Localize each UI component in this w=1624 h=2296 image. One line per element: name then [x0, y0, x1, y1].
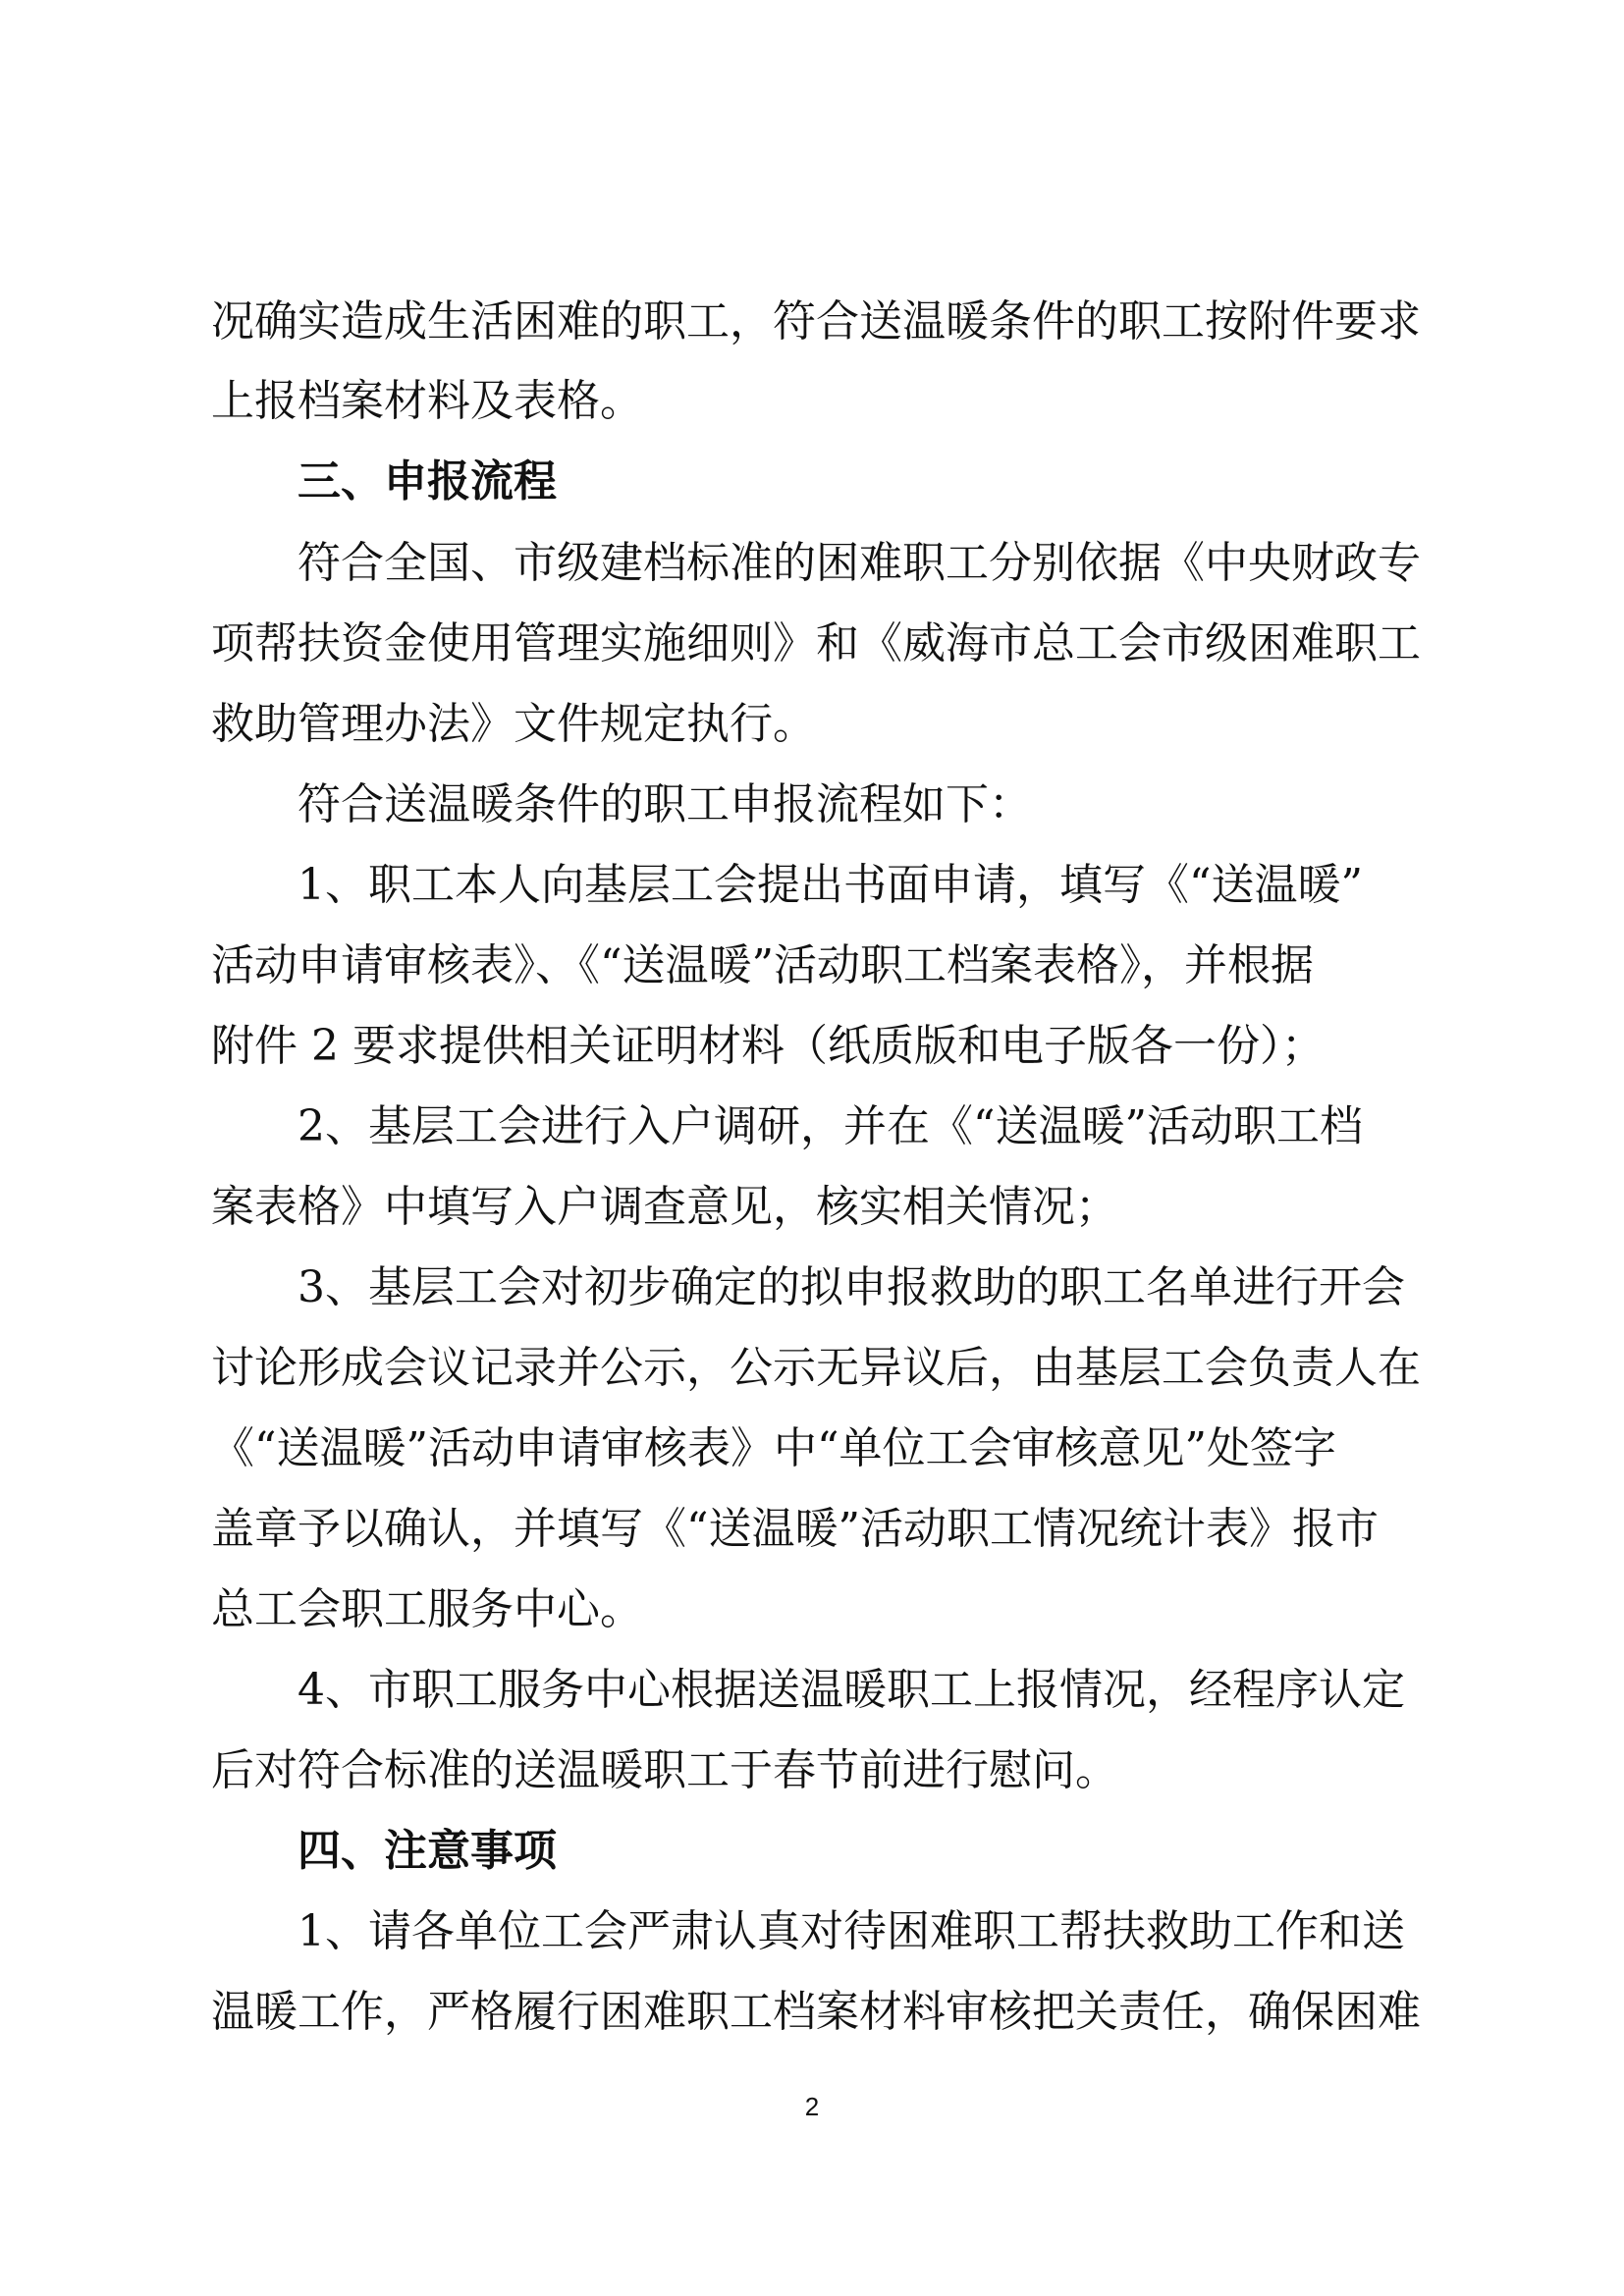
- text-line: 盖章予以确认，并填写《“送温暖”活动职工情况统计表》报市: [211, 1504, 1379, 1554]
- text-line: 4、市职工服务中心根据送温暖职工上报情况，经程序认定: [298, 1665, 1405, 1715]
- text-line: 3、基层工会对初步确定的拟申报救助的职工名单进行开会: [298, 1262, 1405, 1312]
- text-line: 讨论形成会议记录并公示，公示无异议后，由基层工会负责人在: [211, 1343, 1421, 1393]
- text-line: 上报档案材料及表格。: [211, 376, 643, 426]
- text-line: 1、职工本人向基层工会提出书面申请，填写《“送温暖”: [298, 860, 1363, 910]
- text-line: 救助管理办法》文件规定执行。: [211, 699, 816, 749]
- text-line: 附件 2 要求提供相关证明材料（纸质版和电子版各一份）；: [211, 1021, 1325, 1071]
- text-line: 案表格》中填写入户调查意见，核实相关情况；: [211, 1182, 1118, 1232]
- text-line: 1、请各单位工会严肃认真对待困难职工帮扶救助工作和送: [298, 1906, 1405, 1956]
- text-line: 符合送温暖条件的职工申报流程如下：: [298, 779, 1032, 829]
- text-line: 总工会职工服务中心。: [211, 1584, 643, 1634]
- text-line: 《“送温暖”活动申请审核表》中“单位工会审核意见”处签字: [211, 1423, 1336, 1473]
- text-line: 活动申请审核表》、《“送温暖”活动职工档案表格》，并根据: [211, 940, 1314, 990]
- section-heading: 三、申报流程: [298, 456, 557, 507]
- text-line: 温暖工作，严格履行困难职工档案材料审核把关责任，确保困难: [211, 1987, 1421, 2037]
- section-heading: 四、注意事项: [298, 1826, 557, 1876]
- page-number: 2: [804, 2092, 820, 2121]
- text-line: 2、基层工会进行入户调研，并在《“送温暖”活动职工档: [298, 1101, 1363, 1151]
- text-line: 后对符合标准的送温暖职工于春节前进行慰问。: [211, 1745, 1118, 1795]
- text-line: 项帮扶资金使用管理实施细则》和《威海市总工会市级困难职工: [211, 618, 1421, 668]
- text-line: 况确实造成生活困难的职工，符合送温暖条件的职工按附件要求: [211, 296, 1421, 347]
- text-line: 符合全国、市级建档标准的困难职工分别依据《中央财政专: [298, 538, 1421, 588]
